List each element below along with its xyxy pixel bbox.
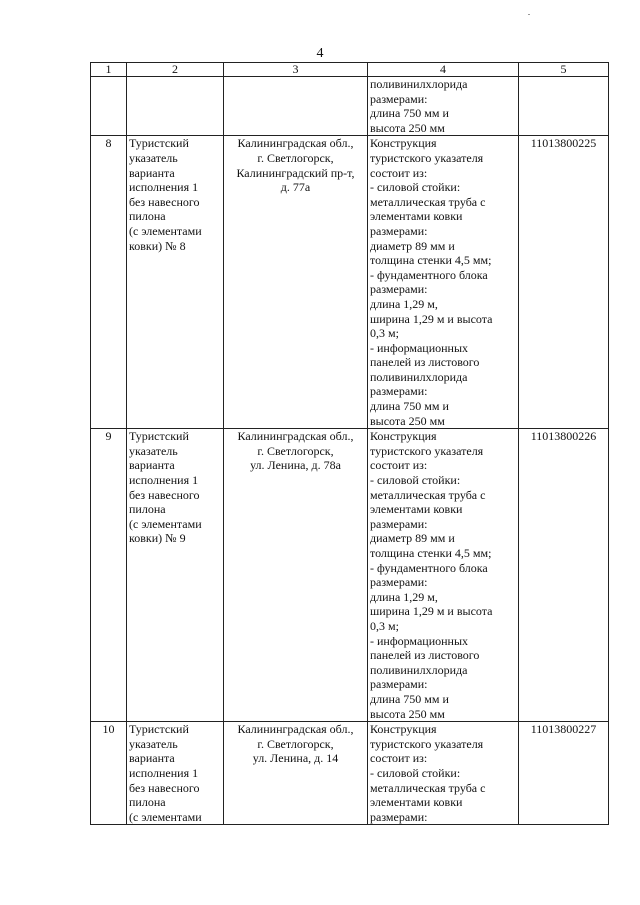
- desc-line: туристского указателя: [370, 150, 484, 165]
- table-row: [91, 722, 609, 825]
- desc-line: длина 1,29 м,: [370, 296, 438, 311]
- name-line: ковки) № 8: [129, 238, 186, 253]
- address-line: ул. Ленина, д. 78а: [250, 458, 341, 473]
- desc-line: 0,3 м;: [370, 618, 399, 633]
- desc-line: - силовой стойки:: [370, 766, 461, 781]
- name-line: Туристский: [129, 722, 189, 737]
- cont-name-cell: [127, 77, 224, 136]
- desc-line: поливинилхлорида: [370, 662, 468, 677]
- desc-line: - силовой стойки:: [370, 473, 461, 488]
- header-row: [91, 63, 609, 77]
- desc-line: высота 250 мм: [370, 413, 445, 428]
- desc-line: панелей из листового: [370, 355, 480, 370]
- desc-line: Конструкция: [370, 722, 437, 737]
- name-line: (с элементами: [129, 809, 202, 824]
- desc-line: - силовой стойки:: [370, 180, 461, 195]
- scan-speck: [528, 14, 530, 15]
- item-name-cell: [127, 429, 224, 722]
- desc-line: ширина 1,29 м и высота: [370, 604, 493, 619]
- address-line: Калининградская обл.,: [237, 136, 354, 151]
- desc-line: металлическая труба с: [370, 194, 486, 209]
- desc-line: - информационных: [370, 340, 469, 355]
- cont-num-cell: [91, 77, 127, 136]
- name-line: варианта: [129, 458, 175, 473]
- cont-desc-line: высота 250 мм: [370, 120, 445, 135]
- address-cell: [224, 136, 368, 429]
- table-row: [91, 136, 609, 429]
- desc-line: туристского указателя: [370, 736, 484, 751]
- desc-line: размерами:: [370, 677, 428, 692]
- desc-line: размерами:: [370, 282, 428, 297]
- name-line: варианта: [129, 165, 175, 180]
- desc-line: длина 750 мм и: [370, 691, 449, 706]
- desc-line: размерами:: [370, 384, 428, 399]
- address-line: ул. Ленина, д. 14: [252, 751, 339, 766]
- address-line: г. Светлогорск,: [257, 443, 334, 458]
- desc-line: Конструкция: [370, 136, 437, 151]
- desc-line: панелей из листового: [370, 648, 480, 663]
- row-number: 8: [91, 136, 127, 429]
- desc-line: размерами:: [370, 809, 428, 824]
- desc-line: длина 1,29 м,: [370, 589, 438, 604]
- desc-line: металлическая труба с: [370, 780, 486, 795]
- desc-line: размерами:: [370, 516, 428, 531]
- desc-line: высота 250 мм: [370, 706, 445, 721]
- inventory-code: 11013800227: [519, 722, 609, 825]
- address-cell: [224, 429, 368, 722]
- name-line: (с элементами: [129, 516, 202, 531]
- desc-line: состоит из:: [370, 165, 428, 180]
- cont-desc-line: размерами:: [370, 91, 428, 106]
- address-line: Калининградский пр-т,: [236, 165, 355, 180]
- desc-line: ширина 1,29 м и высота: [370, 311, 493, 326]
- desc-line: диаметр 89 мм и: [370, 531, 455, 546]
- address-cell: [224, 722, 368, 825]
- inventory-code: 11013800226: [519, 429, 609, 722]
- desc-line: состоит из:: [370, 458, 428, 473]
- address-line: г. Светлогорск,: [257, 736, 334, 751]
- name-line: варианта: [129, 751, 175, 766]
- desc-line: диаметр 89 мм и: [370, 238, 455, 253]
- name-line: указатель: [129, 443, 178, 458]
- name-line: ковки) № 9: [129, 531, 186, 546]
- cont-desc-line: поливинилхлорида: [370, 77, 468, 91]
- address-line: Калининградская обл.,: [237, 722, 354, 737]
- header-col-1: 1: [91, 63, 127, 77]
- property-register-table: [90, 62, 609, 825]
- desc-line: металлическая труба с: [370, 487, 486, 502]
- desc-line: Конструкция: [370, 429, 437, 444]
- description-cell: [368, 429, 519, 722]
- name-line: пилона: [129, 502, 166, 517]
- name-line: пилона: [129, 795, 166, 810]
- name-line: исполнения 1: [129, 473, 199, 488]
- name-line: без навесного: [129, 194, 200, 209]
- item-name-cell: [127, 136, 224, 429]
- desc-line: размерами:: [370, 223, 428, 238]
- desc-line: длина 750 мм и: [370, 399, 449, 414]
- cont-description-cell: [368, 77, 519, 136]
- cont-address-cell: [224, 77, 368, 136]
- table-row: [91, 429, 609, 722]
- header-col-2: 2: [127, 63, 224, 77]
- name-line: без навесного: [129, 487, 200, 502]
- desc-line: состоит из:: [370, 751, 428, 766]
- name-line: Туристский: [129, 429, 189, 444]
- name-line: указатель: [129, 736, 178, 751]
- description-cell: [368, 722, 519, 825]
- name-line: исполнения 1: [129, 766, 199, 781]
- name-line: Туристский: [129, 136, 189, 151]
- name-line: исполнения 1: [129, 180, 199, 195]
- address-line: г. Светлогорск,: [257, 150, 334, 165]
- desc-line: элементами ковки: [370, 502, 463, 517]
- name-line: пилона: [129, 209, 166, 224]
- name-line: без навесного: [129, 780, 200, 795]
- desc-line: элементами ковки: [370, 795, 463, 810]
- desc-line: размерами:: [370, 575, 428, 590]
- row-number: 9: [91, 429, 127, 722]
- name-line: (с элементами: [129, 223, 202, 238]
- address-line: д. 77а: [280, 180, 311, 195]
- description-cell: [368, 136, 519, 429]
- page-number: 4: [316, 46, 324, 61]
- desc-line: - информационных: [370, 633, 469, 648]
- address-line: Калининградская обл.,: [237, 429, 354, 444]
- cont-desc-line: длина 750 мм и: [370, 106, 449, 121]
- desc-line: толщина стенки 4,5 мм;: [370, 253, 492, 268]
- header-col-5: 5: [519, 63, 609, 77]
- desc-line: туристского указателя: [370, 443, 484, 458]
- desc-line: - фундаментного блока: [370, 560, 488, 575]
- desc-line: толщина стенки 4,5 мм;: [370, 546, 492, 560]
- desc-line: - фундаментного блока: [370, 267, 488, 282]
- desc-line: поливинилхлорида: [370, 369, 468, 384]
- name-line: указатель: [129, 150, 178, 165]
- continuation-row: [91, 77, 609, 136]
- inventory-code: 11013800225: [519, 136, 609, 429]
- desc-line: 0,3 м;: [370, 326, 399, 341]
- desc-line: элементами ковки: [370, 209, 463, 224]
- header-col-3: 3: [224, 63, 368, 77]
- header-col-4: 4: [368, 63, 519, 77]
- item-name-cell: [127, 722, 224, 825]
- row-number: 10: [91, 722, 127, 825]
- cont-code-cell: [519, 77, 609, 136]
